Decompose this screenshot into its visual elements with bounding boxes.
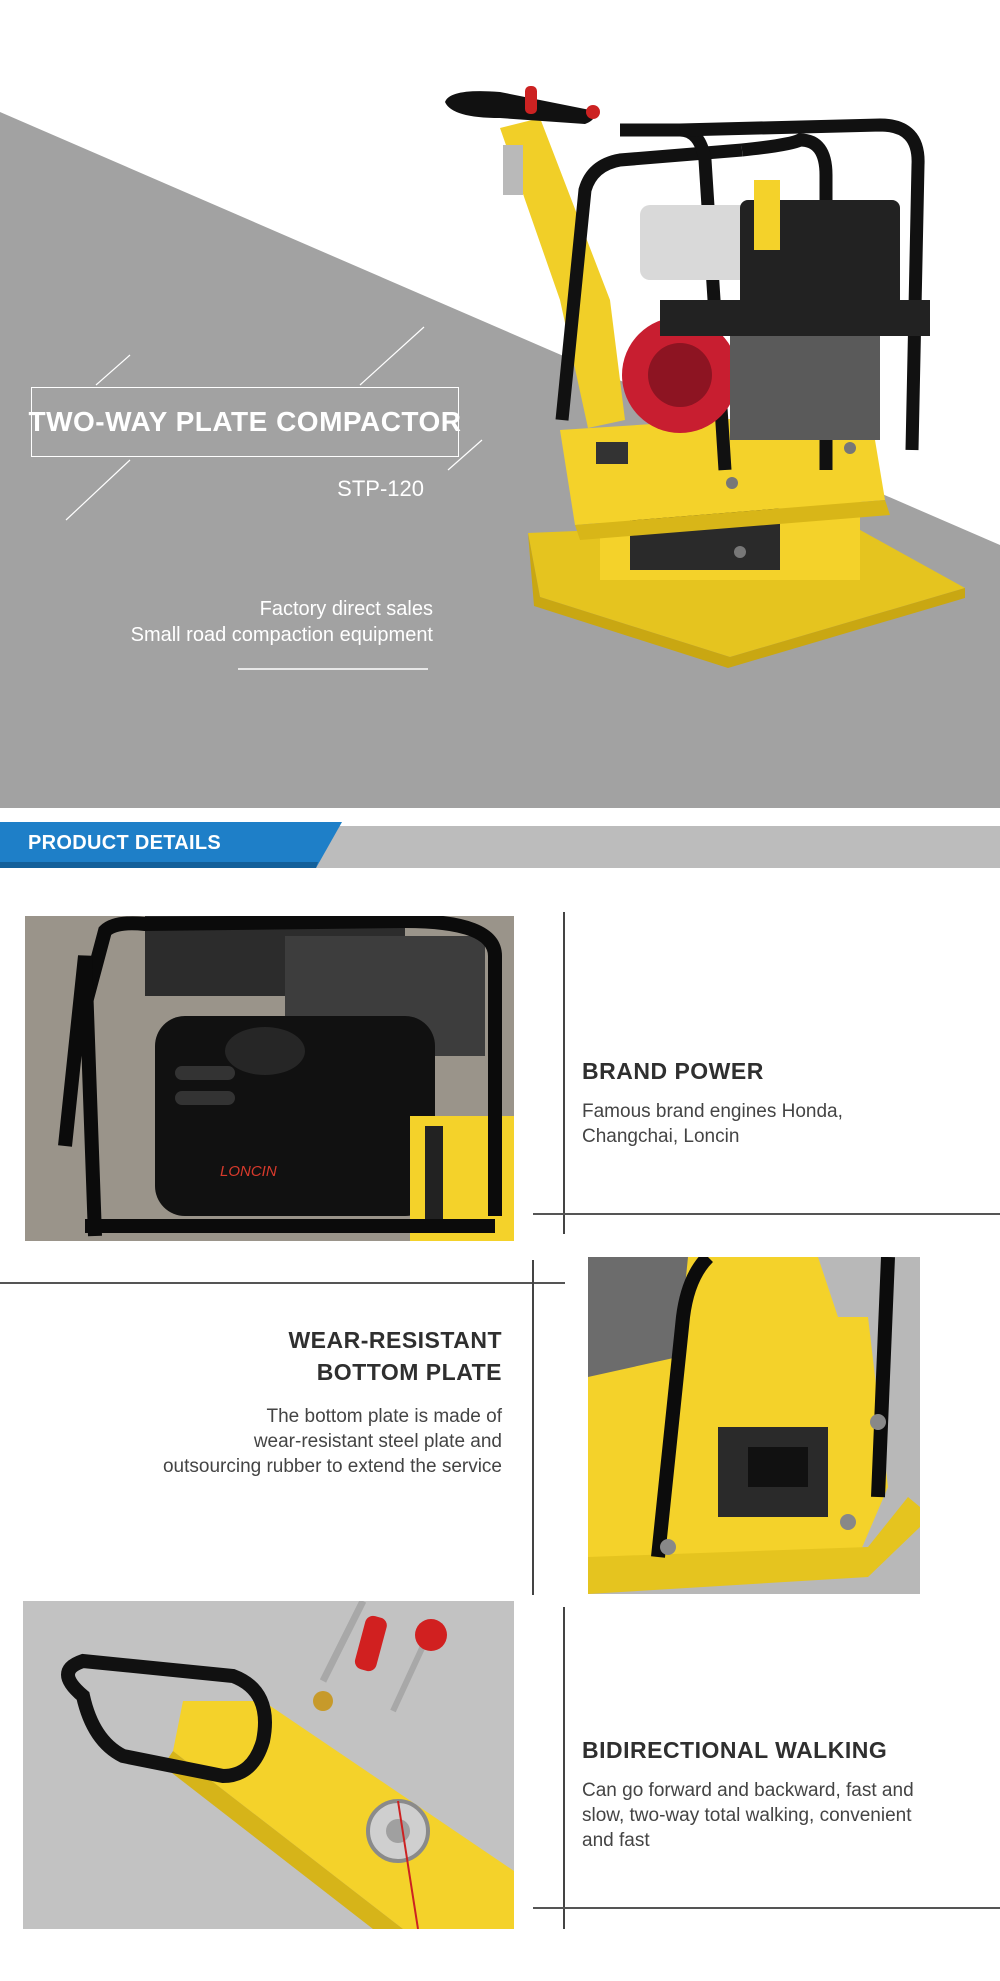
engine-photo: [25, 916, 514, 1241]
handle-photo: [23, 1601, 514, 1929]
feature2-description: [163, 1404, 502, 1479]
bottom-plate-photo: [588, 1257, 920, 1594]
feature3-description: [582, 1778, 914, 1853]
feature1-horizontal-divider: [533, 1213, 1000, 1215]
hero-tagline-1: Factory direct sales: [259, 598, 433, 620]
header-gray-strip: [300, 826, 1000, 868]
hero-model-number: STP-120: [337, 476, 424, 501]
feature3-desc-line3: and fast: [582, 1830, 650, 1851]
feature3-desc-line2: slow, two-way total walking, convenient: [582, 1805, 912, 1826]
hero-banner: [0, 0, 1000, 808]
product-details-header: [0, 822, 1000, 868]
loncin-logo-text: LONCIN: [220, 1163, 277, 1180]
feature1-title: BRAND POWER: [582, 1058, 764, 1084]
feature1-desc-line2: Changchai, Loncin: [582, 1126, 740, 1147]
feature2-vertical-divider: [532, 1260, 534, 1595]
hero-tagline-2: Small road compaction equipment: [130, 624, 433, 646]
engine-image: [25, 916, 514, 1241]
feature3-vertical-divider: [563, 1607, 565, 1929]
bottom-plate-image: [588, 1257, 920, 1594]
feature2-desc-line2: wear-resistant steel plate and: [253, 1431, 502, 1452]
handle-image: [23, 1601, 514, 1929]
feature1-description: [582, 1099, 843, 1149]
feature3-horizontal-divider: [533, 1907, 1000, 1909]
feature2-title: [288, 1324, 502, 1388]
hero-divider: [238, 668, 428, 670]
feature1-vertical-divider: [563, 912, 565, 1234]
product-details-label: PRODUCT DETAILS: [28, 832, 222, 854]
hero-title-box: [28, 387, 462, 457]
hero-title: TWO-WAY PLATE COMPACTOR: [28, 406, 462, 437]
feature2-title-line1: WEAR-RESISTANT: [288, 1327, 502, 1353]
feature2-title-line2: BOTTOM PLATE: [316, 1359, 502, 1385]
feature2-horizontal-divider: [0, 1282, 565, 1284]
feature1-desc-line1: Famous brand engines Honda,: [582, 1101, 843, 1122]
feature3-desc-line1: Can go forward and backward, fast and: [582, 1780, 914, 1801]
feature3-title: BIDIRECTIONAL WALKING: [582, 1737, 888, 1763]
feature2-desc-line3: outsourcing rubber to extend the service: [162, 1456, 502, 1477]
feature2-desc-line1: The bottom plate is made of: [266, 1406, 502, 1427]
